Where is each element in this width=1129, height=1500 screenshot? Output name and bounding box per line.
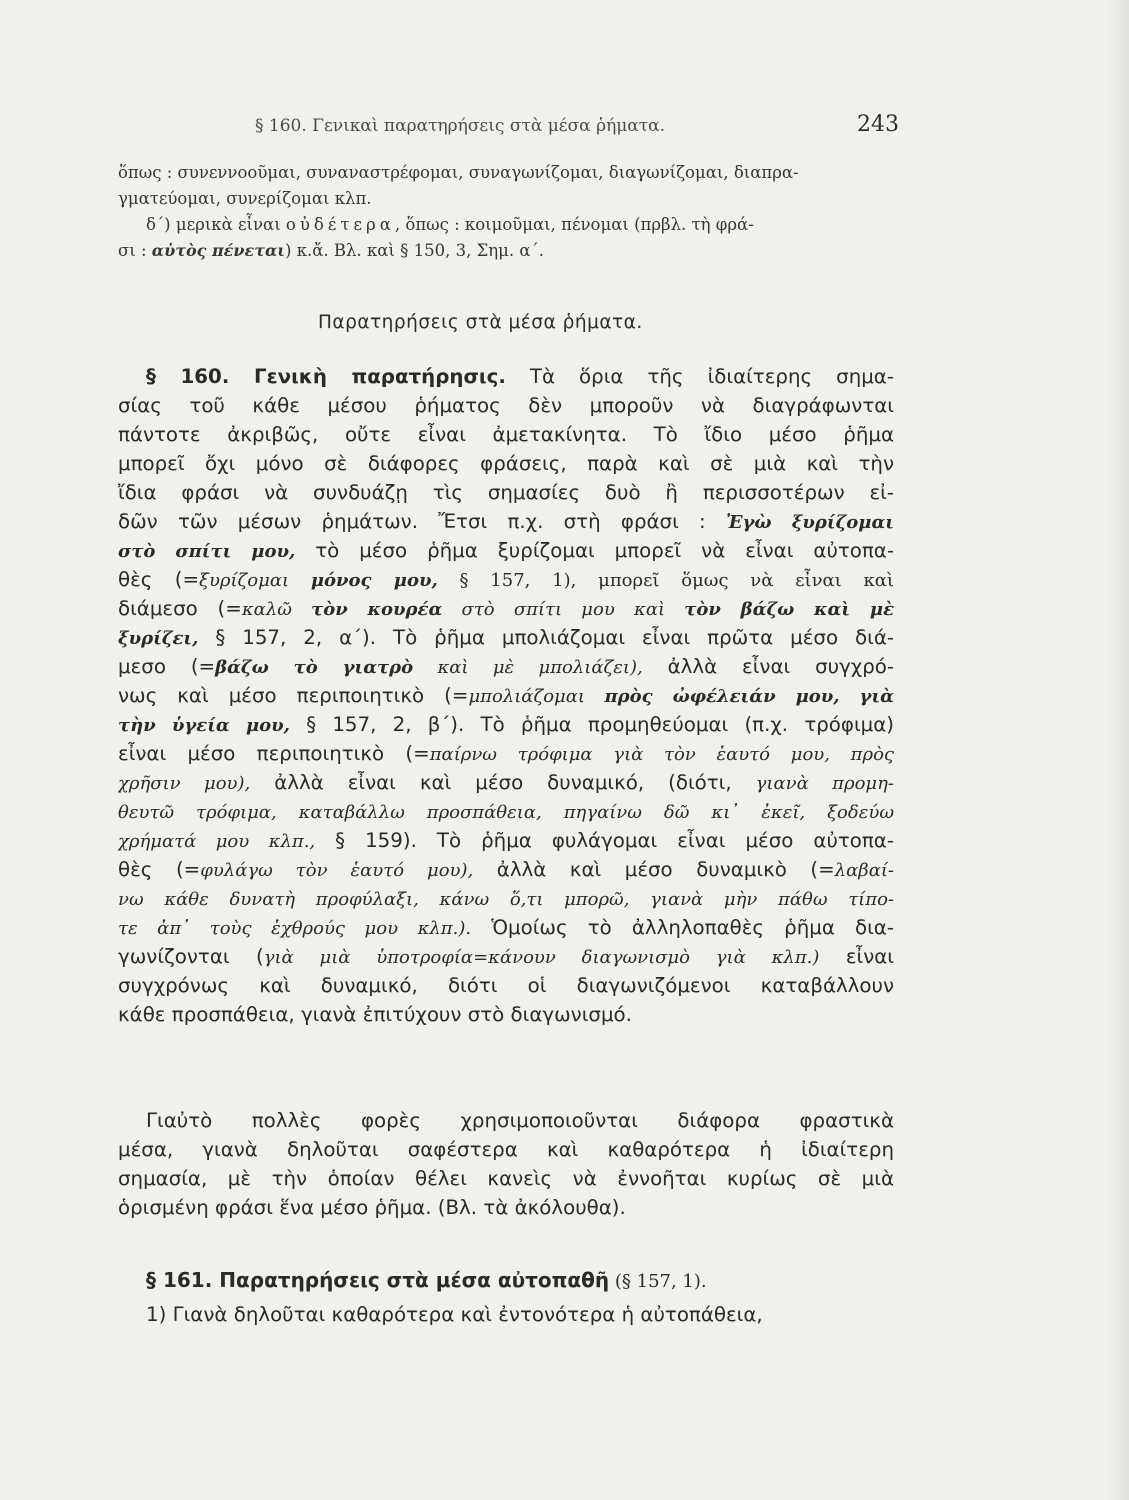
s160-line-3: πάντοτε ἀκριβῶς, οὔτε εἶναι ἀμετακίνητα. Τὸ ἴδιο μέσο ῥῆμα [118, 423, 894, 446]
second-paragraph [118, 1106, 894, 1222]
s160-line-23: κάθε προσπάθεια, γιανὰ ἐπιτύχουν στὸ διαγωνισμό. [118, 1003, 632, 1026]
section-subheading: Παρατηρήσεις στὰ μέσα ῥήματα. [318, 312, 643, 333]
delta-line-1: δ΄) μερικὰ εἶναι οὐδέτερα, ὅπως : κοιμοῦμαι, πένομαι (πρβλ. τὴ φρά- [146, 215, 754, 234]
para2-line-3: σημασία, μὲ τὴν ὁποίαν θέλει κανεὶς νὰ ἐννοῆται κυρίως σὲ μιὰ [118, 1167, 894, 1190]
s160-line-16: θευτῶ τρόφιμα, καταβάλλω προσπάθεια, πηγαίνω δῶ κι᾿ ἐκεῖ, ξοδεύω [118, 802, 894, 823]
page-number: 243 [857, 112, 899, 137]
s160-line-14: εἶναι μέσο περιποιητικὸ (=παίρνω τρόφιμα γιὰ τὸν ἑαυτό μου, πρὸς [118, 742, 894, 765]
para2-line-1: Γιαὐτὸ πολλὲς φορὲς χρησιμοποιοῦνται διάφορα φραστικὰ [146, 1109, 894, 1132]
para2-line-2: μέσα, γιανὰ δηλοῦται σαφέστερα καὶ καθαρότερα ἡ ἰδιαίτερη [118, 1138, 894, 1161]
para2-line-4: ὁρισμένη φράσι ἕνα μέσο ῥῆμα. (Βλ. τὰ ἀκόλουθα). [118, 1196, 626, 1219]
s160-line-22: συγχρόνως καὶ δυναμικό, διότι οἱ διαγωνιζόμενοι καταβάλλουν [118, 974, 894, 997]
intro-line-2: γματεύομαι, συνερίζομαι κλπ. [118, 189, 372, 208]
s160-line-21: γωνίζονται (γιὰ μιὰ ὑποτροφία=κάνουν διαγωνισμὸ γιὰ κλπ.) εἶναι [118, 945, 894, 968]
s160-line-5: ἴδια φράσι νὰ συνδυάζῃ τὶς σημασίες δυὸ ἢ περισσοτέρων εἰ- [118, 481, 894, 504]
delta-line-2: σι : αὐτὸς πένεται) κ.ἄ. Βλ. καὶ § 150, 3, Σημ. α΄. [118, 241, 545, 260]
section-160-paragraph [118, 362, 894, 1029]
s160-line-6: δῶν τῶν μέσων ῥημάτων. Ἔτσι π.χ. στὴ φράσι : Ἐγὼ ξυρίζομαι [118, 510, 894, 533]
s160-line-13: τὴν ὑγεία μου, § 157, 2, β΄). Τὸ ῥῆμα προμηθεύομαι (π.χ. τρόφιμα) [118, 713, 894, 736]
section-161-paragraph [118, 1300, 894, 1329]
section-161-heading: § 161. Παρατηρήσεις στὰ μέσα αὐτοπαθῆ (§ 157, 1). [146, 1268, 707, 1292]
s160-line-10: ξυρίζει, § 157, 2, α΄). Τὸ ῥῆμα μπολιάζομαι εἶναι πρῶτα μέσο διά- [118, 626, 894, 649]
s160-line-20: τε ἀπ᾿ τοὺς ἐχθρούς μου κλπ.). Ὁμοίως τὸ ἀλληλοπαθὲς ῥῆμα δια- [118, 916, 894, 939]
s160-line-17: χρήματά μου κλπ., § 159). Τὸ ῥῆμα φυλάγομαι εἶναι μέσο αὐτοπα- [118, 829, 894, 852]
running-head: § 160. Γενικαὶ παρατηρήσεις στὰ μέσα ῥήματα. [255, 116, 666, 136]
intro-paragraph [118, 160, 893, 264]
page-spine-shadow [1107, 0, 1129, 1500]
s160-line-11: μεσο (=βάζω τὸ γιατρὸ καὶ μὲ μπολιάζει), ἀλλὰ εἶναι συγχρό- [118, 655, 894, 678]
s160-line-12: νως καὶ μέσο περιποιητικὸ (=μπολιάζομαι πρὸς ὠφέλειάν μου, γιὰ [118, 684, 894, 707]
s160-line-15: χρῆσιν μου), ἀλλὰ εἶναι καὶ μέσο δυναμικό, (διότι, γιανὰ προμη- [118, 771, 894, 794]
s161-line-1: 1) Γιανὰ δηλοῦται καθαρότερα καὶ ἐντονότερα ἡ αὐτοπάθεια, [146, 1303, 763, 1326]
s160-line-7: στὸ σπίτι μου, τὸ μέσο ῥῆμα ξυρίζομαι μπορεῖ νὰ εἶναι αὐτοπα- [118, 539, 894, 562]
s160-line-18: θὲς (=φυλάγω τὸν ἑαυτό μου), ἀλλὰ καὶ μέσο δυναμικὸ (=λαβαί- [118, 858, 894, 881]
s160-line-1: § 160. Γενικὴ παρατήρησις. Τὰ ὅρια τῆς ἰδιαίτερης σημα- [146, 365, 894, 388]
s160-line-4: μπορεῖ ὄχι μόνο σὲ διάφορες φράσεις, παρὰ καὶ σὲ μιὰ καὶ τὴν [118, 452, 894, 475]
s160-line-9: διάμεσο (=καλῶ τὸν κουρέα στὸ σπίτι μου καὶ τὸν βάζω καὶ μὲ [118, 597, 894, 620]
s160-line-19: νω κάθε δυνατὴ προφύλαξι, κάνω ὅ,τι μπορῶ, γιανὰ μὴν πάθω τίπο- [118, 889, 894, 910]
intro-line-1: ὅπως : συνεννοοῦμαι, συναναστρέφομαι, συναγωνίζομαι, διαγωνίζομαι, διαπρα- [118, 163, 799, 182]
s160-line-2: σίας τοῦ κάθε μέσου ῥήματος δὲν μποροῦν νὰ διαγράφωνται [118, 394, 894, 417]
s160-line-8: θὲς (=ξυρίζομαι μόνος μου, § 157, 1), μπορεῖ ὅμως νὰ εἶναι καὶ [118, 568, 894, 591]
